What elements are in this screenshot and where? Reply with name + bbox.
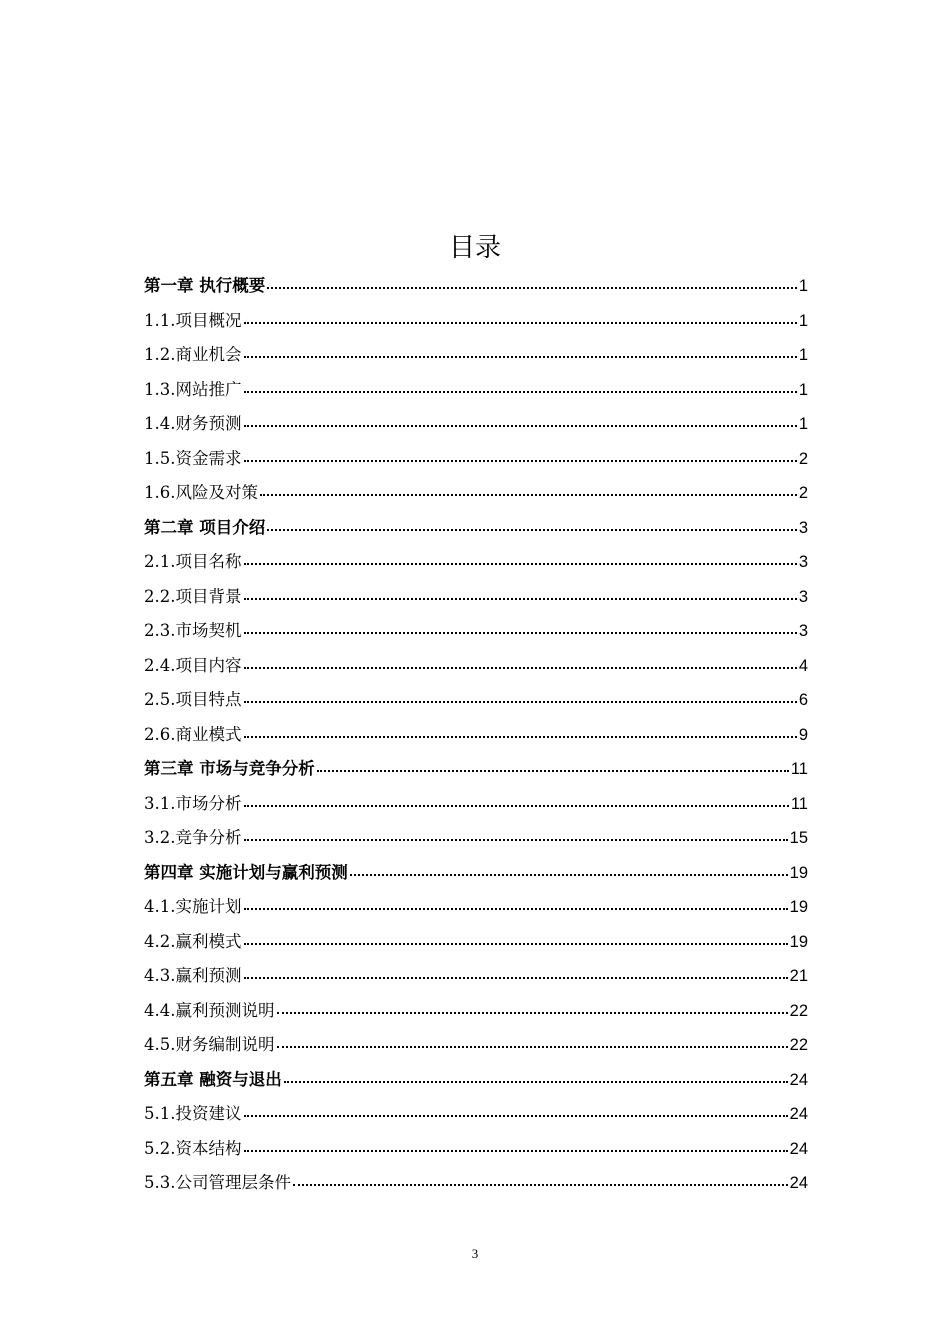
toc-section-entry[interactable] (144, 890, 808, 925)
dot-leader (244, 943, 788, 945)
toc-entry-label: 2.5.项目特点 (144, 690, 242, 709)
toc-entry-page: 1 (798, 311, 808, 330)
toc-entry-page: 11 (790, 760, 808, 778)
toc-entry-page: 3 (798, 622, 808, 640)
dot-leader (244, 977, 788, 979)
toc-entry-label: 4.2.赢利模式 (144, 931, 242, 951)
toc-chapter-entry[interactable] (144, 1063, 808, 1098)
toc-entry-page: 24 (789, 1070, 808, 1089)
dot-leader (244, 1115, 788, 1117)
dot-leader (244, 322, 797, 324)
toc-entry-page: 2 (798, 449, 808, 468)
toc-section-entry[interactable] (144, 683, 808, 718)
toc-chapter-entry[interactable] (144, 511, 808, 546)
dot-leader (244, 598, 797, 600)
toc-entry-page: 19 (789, 898, 808, 916)
toc-title: 目录 (448, 233, 501, 263)
toc-entry-label: 1.6.风险及对策 (144, 483, 258, 502)
toc-chapter-entry[interactable] (144, 752, 808, 787)
toc-section-entry[interactable] (144, 545, 808, 580)
dot-leader (244, 563, 797, 565)
dot-leader (244, 391, 797, 393)
toc-section-entry[interactable] (144, 614, 808, 649)
dot-leader (277, 1012, 788, 1014)
toc-section-entry[interactable] (144, 304, 808, 339)
toc-entry-page: 22 (789, 1001, 808, 1020)
toc-entry-label: 3.1.市场分析 (144, 793, 242, 813)
dot-leader (267, 529, 797, 531)
toc-entry-page: 1 (798, 346, 808, 364)
toc-entry-label: 1.1.项目概况 (144, 310, 242, 330)
toc-entry-label: 第五章 融资与退出 (144, 1069, 282, 1089)
toc-entry-page: 3 (798, 587, 808, 606)
toc-entry-label: 第二章 项目介绍 (144, 517, 266, 537)
toc-entry-label: 1.3.网站推广 (144, 379, 242, 399)
toc-section-entry[interactable] (144, 338, 808, 373)
toc-entry-page: 4 (798, 656, 808, 675)
toc-entry-page: 11 (790, 794, 808, 813)
toc-entry-label: 4.1.实施计划 (144, 897, 242, 916)
toc-entry-label: 3.2.竞争分析 (144, 828, 242, 847)
toc-section-entry[interactable] (144, 580, 808, 615)
toc-entry-label: 1.4.财务预测 (144, 414, 242, 433)
toc-entry-label: 1.5.资金需求 (144, 448, 242, 468)
toc-section-entry[interactable] (144, 787, 808, 822)
toc-entry-label: 第一章 执行概要 (144, 276, 266, 295)
toc-entry-label: 4.4.赢利预测说明 (144, 1000, 275, 1020)
toc-entry-label: 4.5.财务编制说明 (144, 1035, 275, 1054)
toc-entry-page: 1 (798, 277, 808, 295)
toc-entry-page: 3 (798, 553, 808, 571)
toc-section-entry[interactable] (144, 1097, 808, 1132)
dot-leader (244, 425, 797, 427)
toc-entry-page: 19 (789, 932, 808, 951)
toc-entry-label: 5.2.资本结构 (144, 1138, 242, 1158)
dot-leader (244, 356, 797, 358)
toc-section-entry[interactable] (144, 718, 808, 753)
toc-entry-label: 2.3.市场契机 (144, 621, 242, 640)
dot-leader (244, 667, 797, 669)
toc-entry-label: 2.6.商业模式 (144, 724, 242, 744)
toc-entry-label: 5.3.公司管理层条件 (144, 1173, 291, 1192)
dot-leader (244, 1150, 788, 1152)
toc-section-entry[interactable] (144, 1132, 808, 1167)
dot-leader (284, 1081, 788, 1083)
toc-chapter-entry[interactable] (144, 856, 808, 891)
dot-leader (267, 287, 797, 289)
toc-entry-label: 第四章 实施计划与赢利预测 (144, 862, 348, 882)
dot-leader (317, 770, 789, 772)
dot-leader (277, 1046, 788, 1048)
toc-entry-page: 6 (798, 691, 808, 709)
page-number: 3 (471, 1246, 479, 1261)
toc-entry-page: 1 (798, 380, 808, 399)
toc-entry-page: 2 (798, 484, 808, 502)
dot-leader (293, 1184, 788, 1186)
toc-section-entry[interactable] (144, 442, 808, 477)
toc-section-entry[interactable] (144, 649, 808, 684)
toc-entry-page: 24 (789, 1105, 808, 1123)
toc-entry-page: 24 (789, 1139, 808, 1158)
toc-entry-label: 5.1.投资建议 (144, 1104, 242, 1123)
toc-entry-page: 22 (789, 1036, 808, 1054)
dot-leader (244, 701, 797, 703)
toc-entry-page: 9 (798, 725, 808, 744)
toc-section-entry[interactable] (144, 994, 808, 1029)
dot-leader (244, 460, 797, 462)
toc-entry-label: 4.3.赢利预测 (144, 966, 242, 985)
dot-leader (350, 874, 788, 876)
toc-section-entry[interactable] (144, 1166, 808, 1201)
toc-entry-page: 21 (789, 967, 808, 985)
toc-entry-label: 2.1.项目名称 (144, 552, 242, 571)
dot-leader (244, 736, 797, 738)
toc-chapter-entry[interactable] (144, 269, 808, 304)
toc-list (144, 269, 808, 1201)
toc-entry-page: 19 (789, 863, 808, 882)
toc-section-entry[interactable] (144, 373, 808, 408)
toc-section-entry[interactable] (144, 476, 808, 511)
toc-entry-page: 24 (789, 1174, 808, 1192)
toc-entry-label: 第三章 市场与竞争分析 (144, 759, 315, 778)
toc-section-entry[interactable] (144, 1028, 808, 1063)
toc-entry-label: 2.4.项目内容 (144, 655, 242, 675)
toc-section-entry[interactable] (144, 821, 808, 856)
dot-leader (244, 908, 788, 910)
dot-leader (244, 632, 797, 634)
toc-entry-label: 1.2.商业机会 (144, 345, 242, 364)
toc-section-entry[interactable] (144, 407, 808, 442)
dot-leader (244, 839, 788, 841)
toc-entry-page: 15 (789, 829, 808, 847)
toc-entry-page: 1 (798, 415, 808, 433)
toc-entry-label: 2.2.项目背景 (144, 586, 242, 606)
dot-leader (244, 805, 789, 807)
toc-entry-page: 3 (798, 518, 808, 537)
toc-section-entry[interactable] (144, 925, 808, 960)
toc-section-entry[interactable] (144, 959, 808, 994)
dot-leader (260, 494, 797, 496)
